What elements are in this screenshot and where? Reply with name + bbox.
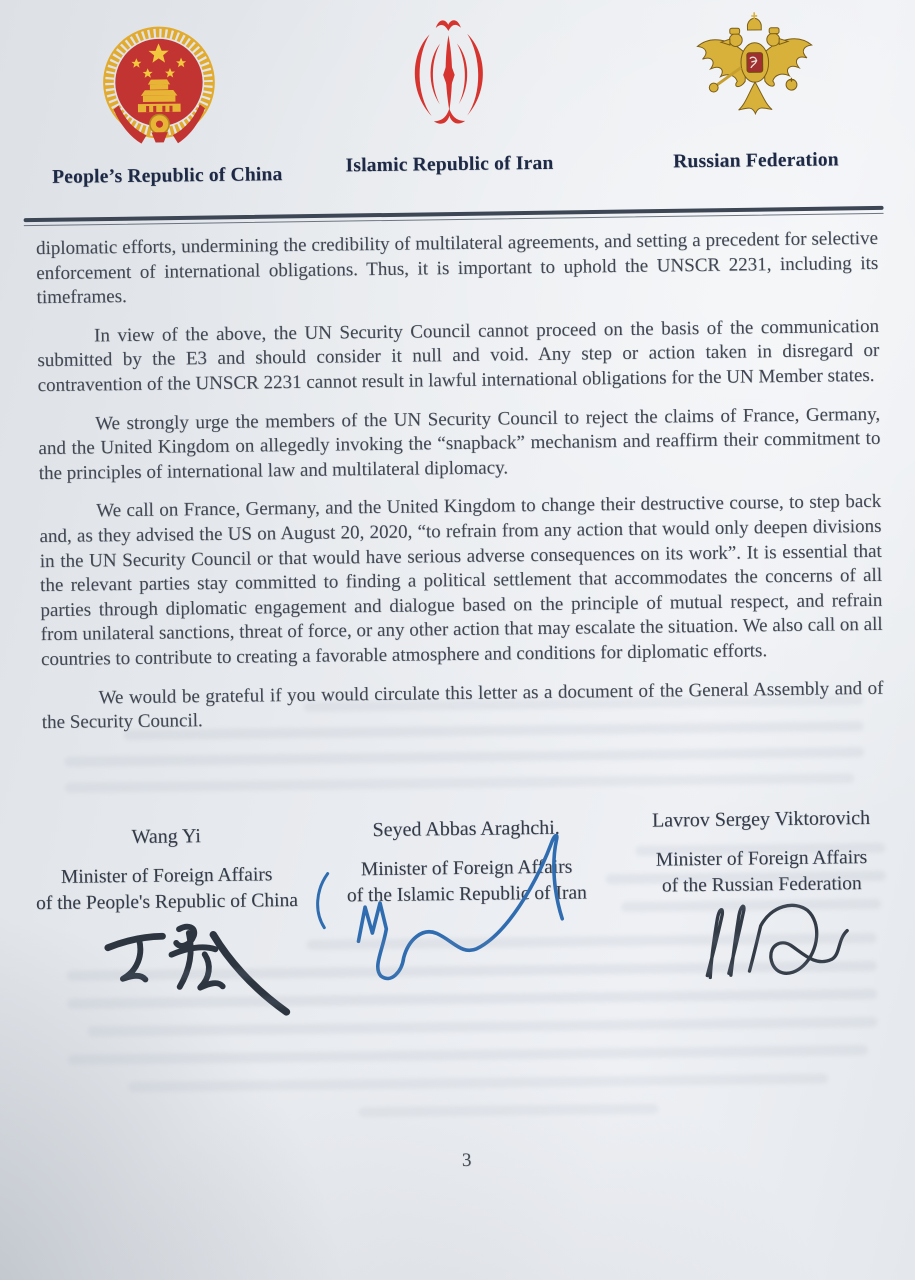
signatory-name: Lavrov Sergey Viktorovich: [651, 806, 871, 832]
signatory-name: Seyed Abbas Araghchi.: [372, 816, 560, 842]
letter-body: [36, 227, 884, 750]
bleed-through-line: [68, 1045, 868, 1065]
signatory-title: Minister of Foreign Affairs: [655, 847, 868, 871]
bleed-through-line: [128, 1074, 828, 1093]
paragraph: We would be grateful if you would circulate this letter as a document of the General Assembly and of the Security Council.: [41, 677, 884, 734]
signatory-china: [30, 824, 303, 917]
header-iran: [335, 13, 562, 178]
signatory-title: Minister of Foreign Affairs: [60, 864, 273, 888]
paragraph-continuation: diplomatic efforts, undermining the credibility of multilateral agreements, and setting a precedent for selective enforcement of international obligations. Thus, it is important to uphold the UNSCR 2231, including its timeframes.: [35, 227, 879, 309]
signatory-title: of the People's Republic of China: [35, 889, 299, 915]
china-national-emblem-icon: [97, 23, 221, 156]
signatory-title: of the Russian Federation: [661, 873, 862, 897]
bleed-through-line: [359, 1104, 659, 1118]
signatory-name: Wang Yi: [131, 825, 201, 849]
paragraph: We strongly urge the members of the UN Security Council to reject the claims of France, Germany, and the United Kingdom on allegedly invoking the “snapback” mechanism and reaffirm their commitment to the principles of international law and multilateral diplomacy.: [38, 403, 881, 484]
iran-national-emblem-icon: [381, 13, 517, 141]
signatory-title: of the Islamic Republic of Iran: [346, 882, 587, 907]
paragraph: In view of the above, the UN Security Council cannot proceed on the basis of the communication submitted by the E3 and should consider it null and void. Any step or action taken in disregard or contravention of the UNSCR 2231 cannot result in lawful international obligations for the UN Member states.: [37, 315, 880, 397]
country-label-iran: Islamic Republic of Iran: [345, 152, 554, 177]
header-china: [50, 22, 283, 189]
header-russia: [640, 7, 870, 174]
country-label-china: People’s Republic of China: [52, 164, 283, 188]
page-number: 3: [461, 1149, 472, 1172]
header-divider: [24, 206, 884, 227]
paragraph: We call on France, Germany, and the United Kingdom to change their destructive course, to step back and, as they advised the US on August 20, 2020, “to refrain from any action that would only deepen divisions in the UN Security Council or that would have serious adverse consequences on its work”. It is essential that the relevant parties stay committed to finding a political settlement that accommodates the concerns of all parties through diplomatic engagement and dialogue based on the principle of mutual respect, and refrain from unilateral sanctions, threat of force, or any other action that may escalate the situation. We also call on all countries to contribute to creating a favorable atmosphere and conditions for diplomatic efforts.: [39, 491, 883, 671]
country-label-russia: Russian Federation: [673, 149, 839, 173]
signatory-title: Minister of Foreign Affairs: [360, 856, 573, 881]
bleed-through-line: [65, 773, 855, 793]
russia-coat-of-arms-icon: [688, 8, 822, 136]
bleed-through-line: [64, 747, 864, 767]
signatory-iran: [305, 816, 628, 910]
